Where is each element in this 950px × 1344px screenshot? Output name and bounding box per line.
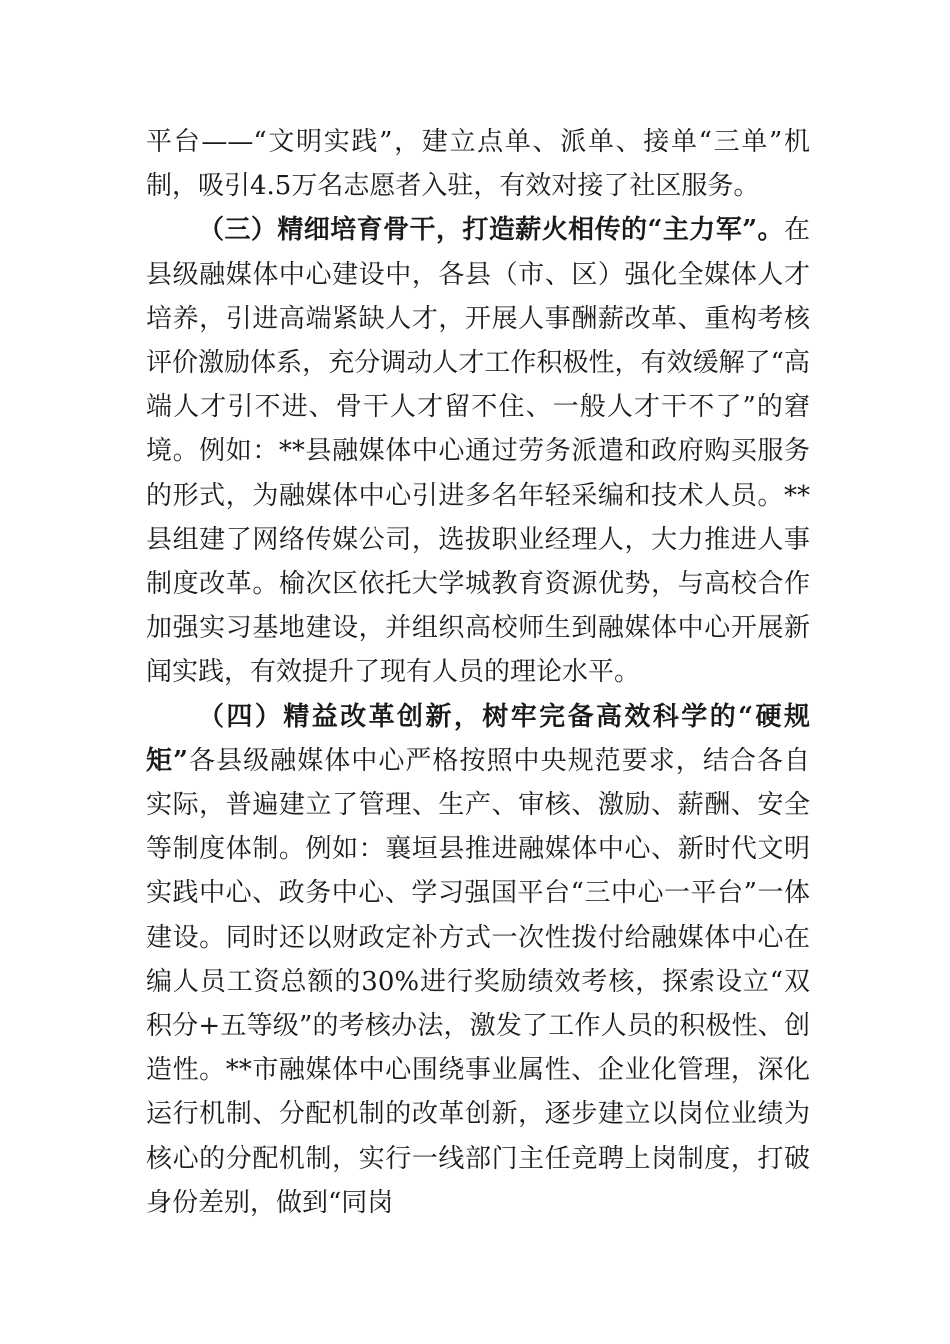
document-body bbox=[146, 120, 810, 1225]
paragraph-2-body: 在县级融媒体中心建设中，各县（市、区）强化全媒体人才培养，引进高端紧缺人才，开展人事酬薪改革、重构考核评价激励体系，充分调动人才工作积极性，有效缓解了“高端人才引不进、骨干人才留不住、一般人才干不了”的窘境。例如：**县融媒体中心通过劳务派遣和政府购买服务的形式，为融媒体中心引进多名年轻采编和技术人员。**县组建了网络传媒公司，选拔职业经理人，大力推进人事制度改革。榆次区依托大学城教育资源优势，与高校合作加强实习基地建设，并组织高校师生到融媒体中心开展新闻实践，有效提升了现有人员的理论水平。 bbox=[146, 215, 810, 688]
paragraph-3 bbox=[146, 695, 810, 1225]
paragraph-1 bbox=[146, 120, 810, 208]
paragraph-1-body: 平台——“文明实践”，建立点单、派单、接单“三单”机制，吸引4.5万名志愿者入驻，有效对接了社区服务。 bbox=[146, 127, 810, 202]
section-3-heading: （三）精细培育骨干，打造薪火相传的“主力军”。 bbox=[198, 215, 784, 246]
paragraph-2 bbox=[146, 208, 810, 694]
section-4-heading: （四）精益改革创新，树牢完备高效科学的“硬规矩” bbox=[146, 701, 810, 776]
paragraph-3-body: 各县级融媒体中心严格按照中央规范要求，结合各自实际，普遍建立了管理、生产、审核、激励、薪酬、安全等制度体制。例如：襄垣县推进融媒体中心、新时代文明实践中心、政务中心、学习强国平台“三中心一平台”一体建设。同时还以财政定补方式一次性拨付给融媒体中心在编人员工资总额的30%进行奖励绩效考核，探索设立“双积分+五等级”的考核办法，激发了工作人员的积极性、创造性。**市融媒体中心围绕事业属性、企业化管理，深化运行机制、分配机制的改革创新，逐步建立以岗位业绩为核心的分配机制，实行一线部门主任竞聘上岗制度，打破身份差别，做到“同岗 bbox=[146, 745, 810, 1218]
